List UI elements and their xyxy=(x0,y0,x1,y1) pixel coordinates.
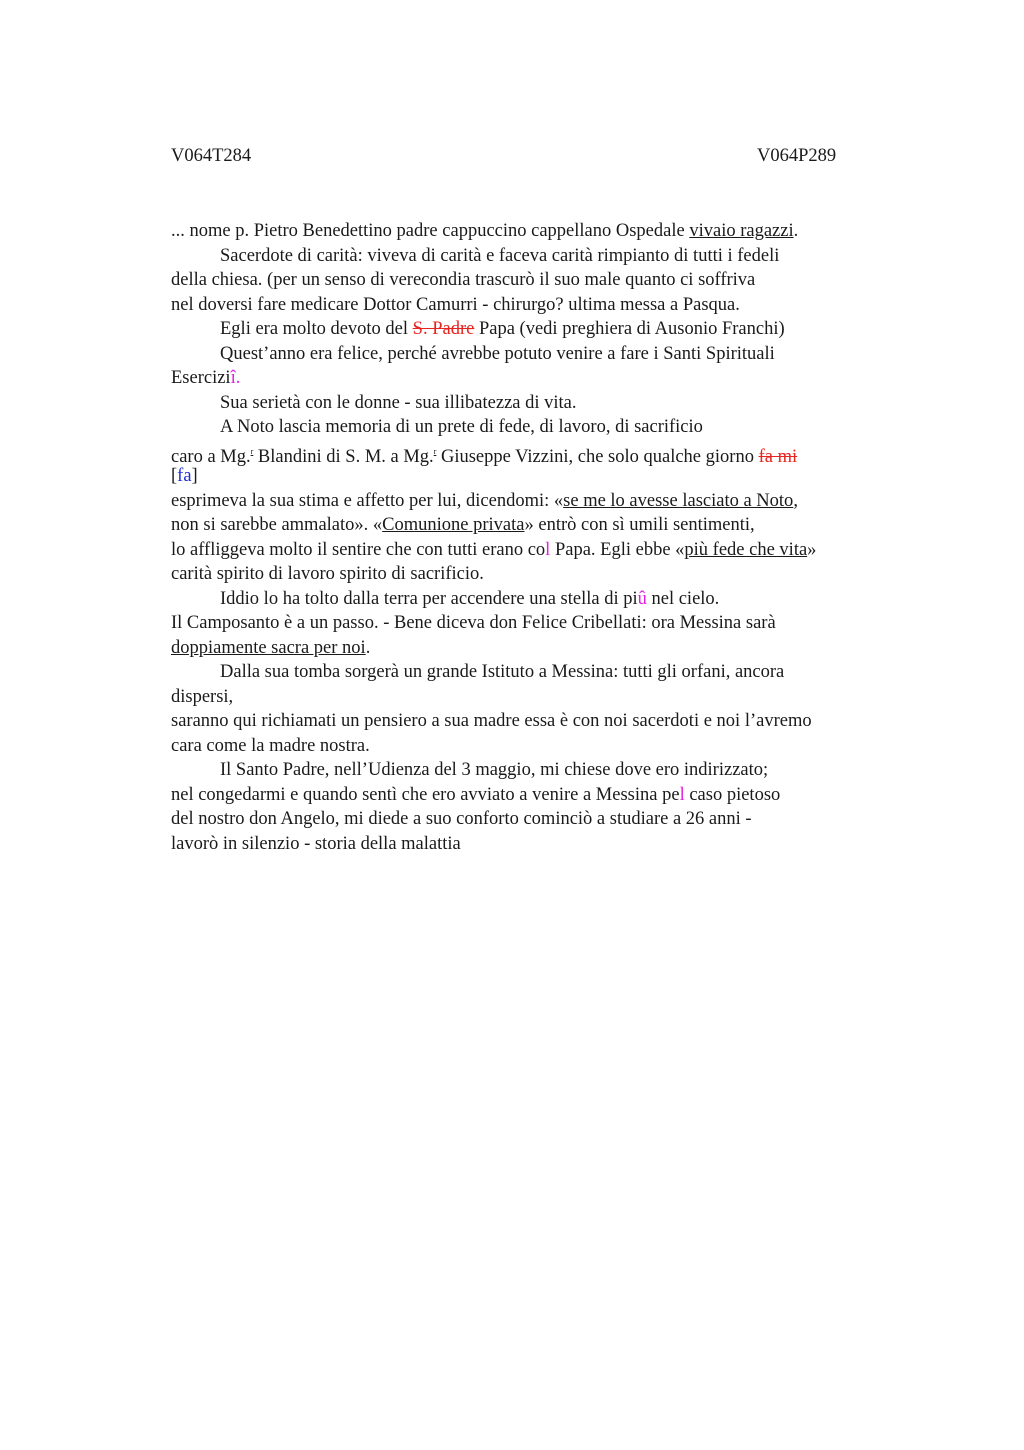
text-span: Esercizi xyxy=(171,368,231,388)
text-line xyxy=(171,587,911,612)
text-line: Sua serietà con le donne - sua illibatezza di vita. xyxy=(220,392,577,413)
text-line: saranno qui richiamati un pensiero a sua madre essa è con noi sacerdoti e noi l’avremo xyxy=(171,711,812,731)
superscript-abbrev: r xyxy=(433,446,437,456)
text-line: Il Camposanto è a un passo. - Bene diceva don Felice Cribellati: ora Messina sarà xyxy=(171,613,776,633)
text-span: Blandini di S. M. a Mg. xyxy=(253,446,434,467)
text-span: » entrò con sì umili sentimenti, xyxy=(524,515,755,535)
text-span: Egli era molto devoto del xyxy=(220,319,413,339)
text-span: non si sarebbe ammalato». « xyxy=(171,515,383,535)
text-line: del nostro don Angelo, mi diede a suo conforto cominciò a studiare a 26 anni - xyxy=(171,809,752,829)
text-line: Il Santo Padre, nell’Udienza del 3 maggio, mi chiese dove ero indirizzato; xyxy=(220,760,769,780)
text-line: carità spirito di lavoro spirito di sacrificio. xyxy=(171,564,484,584)
text-span: caso pietoso xyxy=(684,784,781,805)
text-span: esprimeva la sua stima e affetto per lui, dicendomi: « xyxy=(171,490,564,511)
text-line xyxy=(171,636,911,661)
transcription-body xyxy=(171,219,911,856)
text-line xyxy=(171,366,911,391)
header-left-code: V064T284 xyxy=(171,146,252,166)
text-span: ... nome p. Pietro Benedettino padre cappuccino cappellano Ospedale xyxy=(171,221,690,241)
text-line: Quest’anno era felice, perché avrebbe potuto venire a fare i Santi Spirituali xyxy=(220,343,775,364)
text-span: caro a Mg. xyxy=(171,446,251,467)
deleted-text: fa mi xyxy=(758,446,798,467)
correction-mark: î. xyxy=(230,368,241,388)
text-span: Iddio lo ha tolto dalla terra per accendere una stella di pi xyxy=(220,588,638,609)
text-line: nel doversi fare medicare Dottor Camurri - chirurgo? ultima messa a Pasqua. xyxy=(171,294,740,315)
text-line: cara come la madre nostra. xyxy=(171,735,370,756)
text-span: nel congedarmi e quando sentì che ero avviato a venire a Messina pe xyxy=(171,784,680,805)
superscript-abbrev: r xyxy=(250,446,254,456)
text-line xyxy=(171,440,911,465)
text-line: della chiesa. (per un senso di verecondia trascurò il suo male quanto ci soffriva xyxy=(171,270,756,290)
text-line: dispersi, xyxy=(171,686,234,707)
text-span: nel cielo. xyxy=(646,588,720,609)
text-span: Giuseppe Vizzini, che solo qualche giorno xyxy=(436,446,759,467)
text-line xyxy=(171,538,911,563)
text-line xyxy=(171,464,911,489)
underlined-text: doppiamente sacra per noi xyxy=(171,637,366,658)
correction-mark: û xyxy=(637,588,647,609)
deleted-text: S. Padre xyxy=(412,319,475,339)
text-line xyxy=(171,783,911,808)
text-span: . xyxy=(793,221,799,241)
underlined-text: vivaio ragazzi xyxy=(689,221,794,241)
text-line: Sacerdote di carità: viveva di carità e faceva carità rimpianto di tutti i fedeli xyxy=(220,245,780,266)
text-span: » xyxy=(807,539,817,560)
text-span: Papa (vedi preghiera di Ausonio Franchi) xyxy=(474,319,785,339)
inserted-text: fa xyxy=(177,466,192,486)
header-right-code: V064P289 xyxy=(757,146,837,166)
correction-mark: l xyxy=(679,784,685,805)
underlined-text: se me lo avesse lasciato a Noto xyxy=(563,490,794,511)
text-line xyxy=(171,219,911,244)
text-span: . xyxy=(365,637,371,658)
text-span: , xyxy=(793,490,798,511)
text-line xyxy=(171,513,911,538)
text-span: lo affliggeva molto il sentire che con tutti erano co xyxy=(171,539,546,560)
correction-mark: l xyxy=(545,539,551,560)
underlined-text: più fede che vita xyxy=(684,539,808,560)
text-line: lavorò in silenzio - storia della malattia xyxy=(171,833,461,854)
text-line xyxy=(171,489,911,514)
text-line: Dalla sua tomba sorgerà un grande Istituto a Messina: tutti gli orfani, ancora xyxy=(220,662,785,682)
text-line xyxy=(171,317,911,342)
bracket: [ xyxy=(171,466,178,486)
text-line: A Noto lascia memoria di un prete di fede, di lavoro, di sacrificio xyxy=(220,417,703,437)
underlined-text: Comunione privata xyxy=(382,515,525,535)
bracket: ] xyxy=(191,466,198,486)
text-span: Papa. Egli ebbe « xyxy=(550,539,685,560)
